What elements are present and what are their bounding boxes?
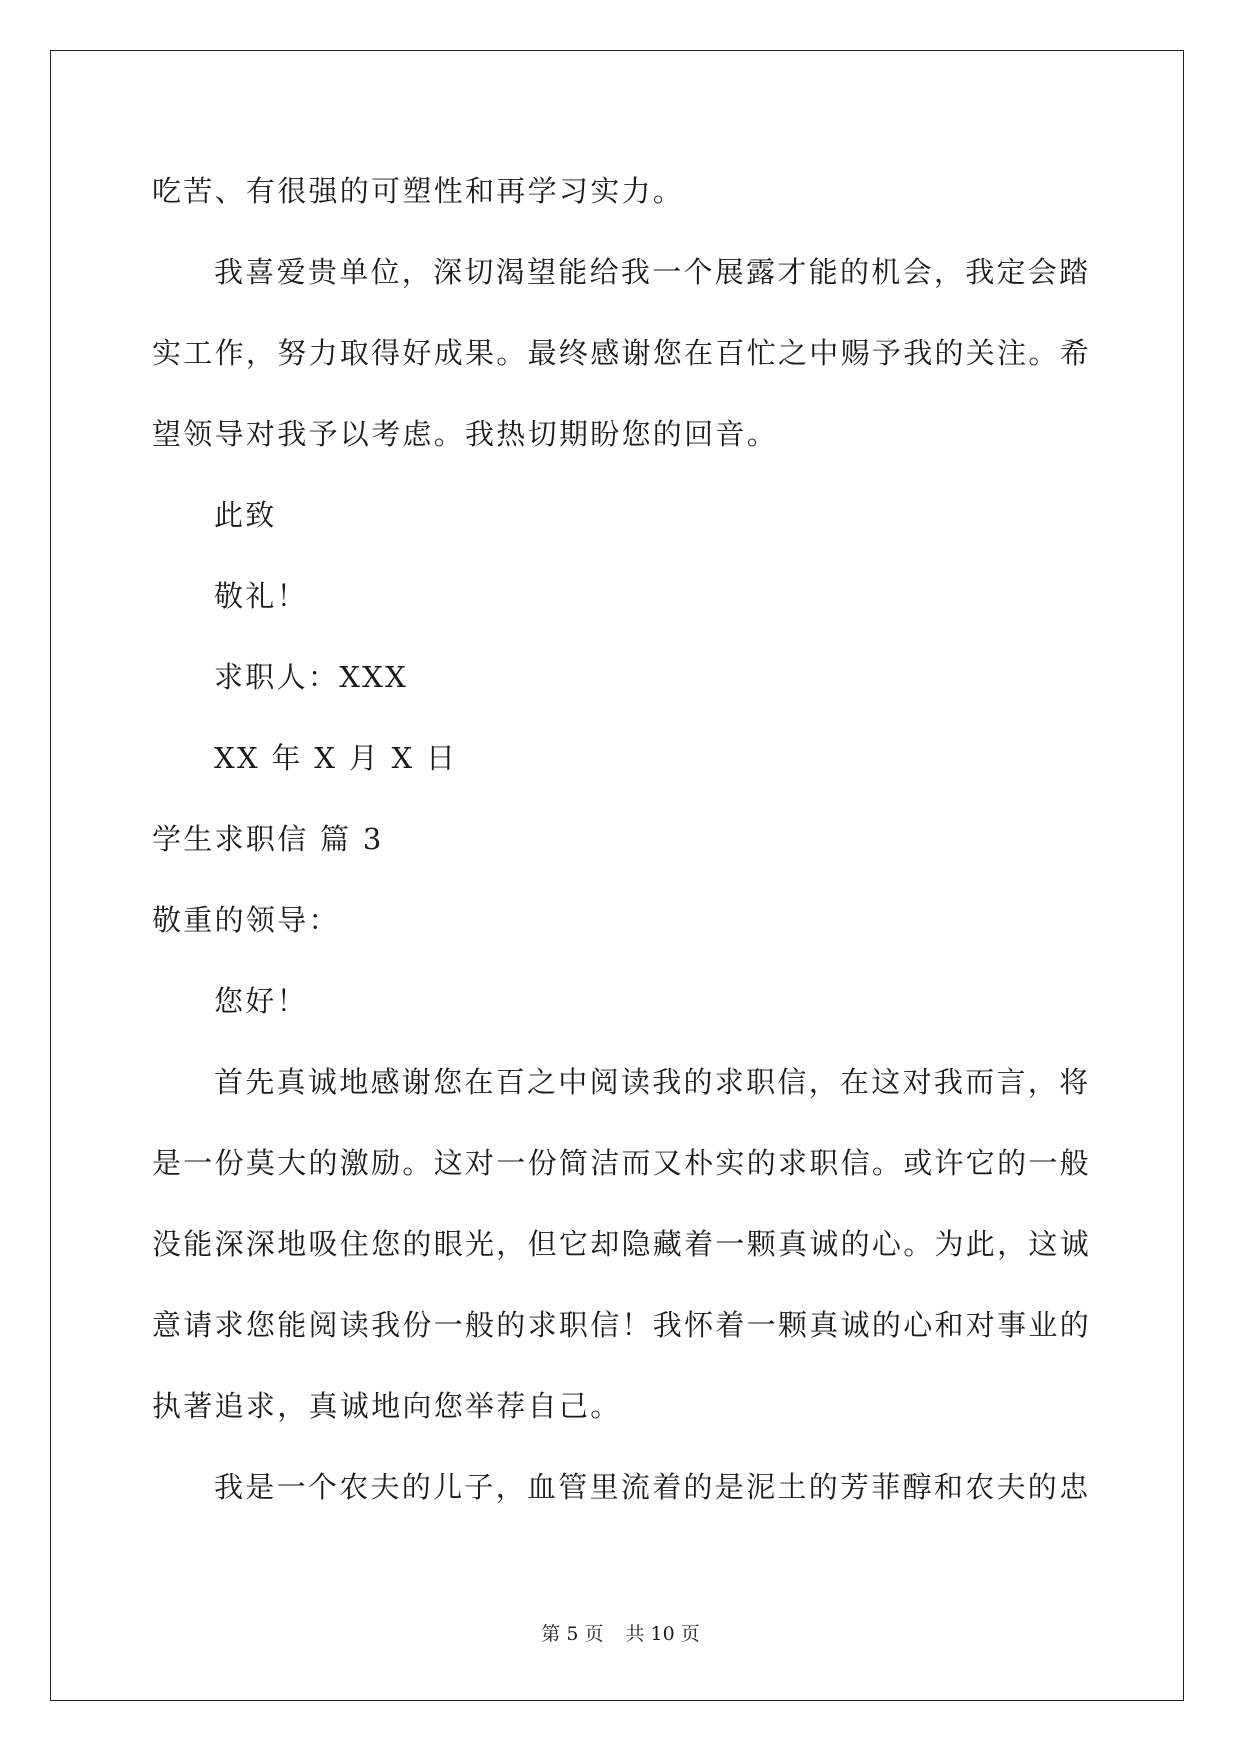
text-line: 没能深深地吸住您的眼光，但它却隐藏着一颗真诚的心。为此，这诚 — [152, 1227, 1092, 1261]
page-footer — [0, 1622, 1241, 1646]
text-line: 是一份莫大的激励。这对一份简洁而又朴实的求职信。或许它的一般 — [152, 1146, 1092, 1180]
text-line: 我喜爱贵单位，深切渴望能给我一个展露才能的机会，我定会踏 — [214, 255, 1091, 289]
text-line: 实工作，努力取得好成果。最终感谢您在百忙之中赐予我的关注。希 — [152, 336, 1092, 370]
text-line: 意请求您能阅读我份一般的求职信！我怀着一颗真诚的心和对事业的 — [152, 1308, 1092, 1342]
text-line: 望领导对我予以考虑。我热切期盼您的回音。 — [152, 417, 779, 451]
section-heading: 学生求职信 篇 3 — [152, 822, 384, 856]
closing-salutation: 此致 — [214, 498, 277, 532]
text-line: 执著追求，真诚地向您举荐自己。 — [152, 1389, 622, 1423]
signature-line: 求职人：XXX — [214, 660, 409, 694]
greeting-hello: 您好！ — [214, 984, 308, 1018]
closing-respect: 敬礼！ — [214, 579, 308, 613]
greeting-line: 敬重的领导： — [152, 903, 340, 937]
date-line: XX 年 X 月 X 日 — [214, 741, 458, 775]
page-border — [50, 50, 1184, 1701]
page-total: 共 10 页 — [625, 1623, 700, 1645]
text-line: 我是一个农夫的儿子，血管里流着的是泥土的芳菲醇和农夫的忠 — [214, 1470, 1091, 1504]
page-number: 第 5 页 — [541, 1623, 604, 1645]
text-line: 首先真诚地感谢您在百之中阅读我的求职信，在这对我而言，将 — [214, 1065, 1091, 1099]
text-line: 吃苦、有很强的可塑性和再学习实力。 — [152, 174, 685, 208]
